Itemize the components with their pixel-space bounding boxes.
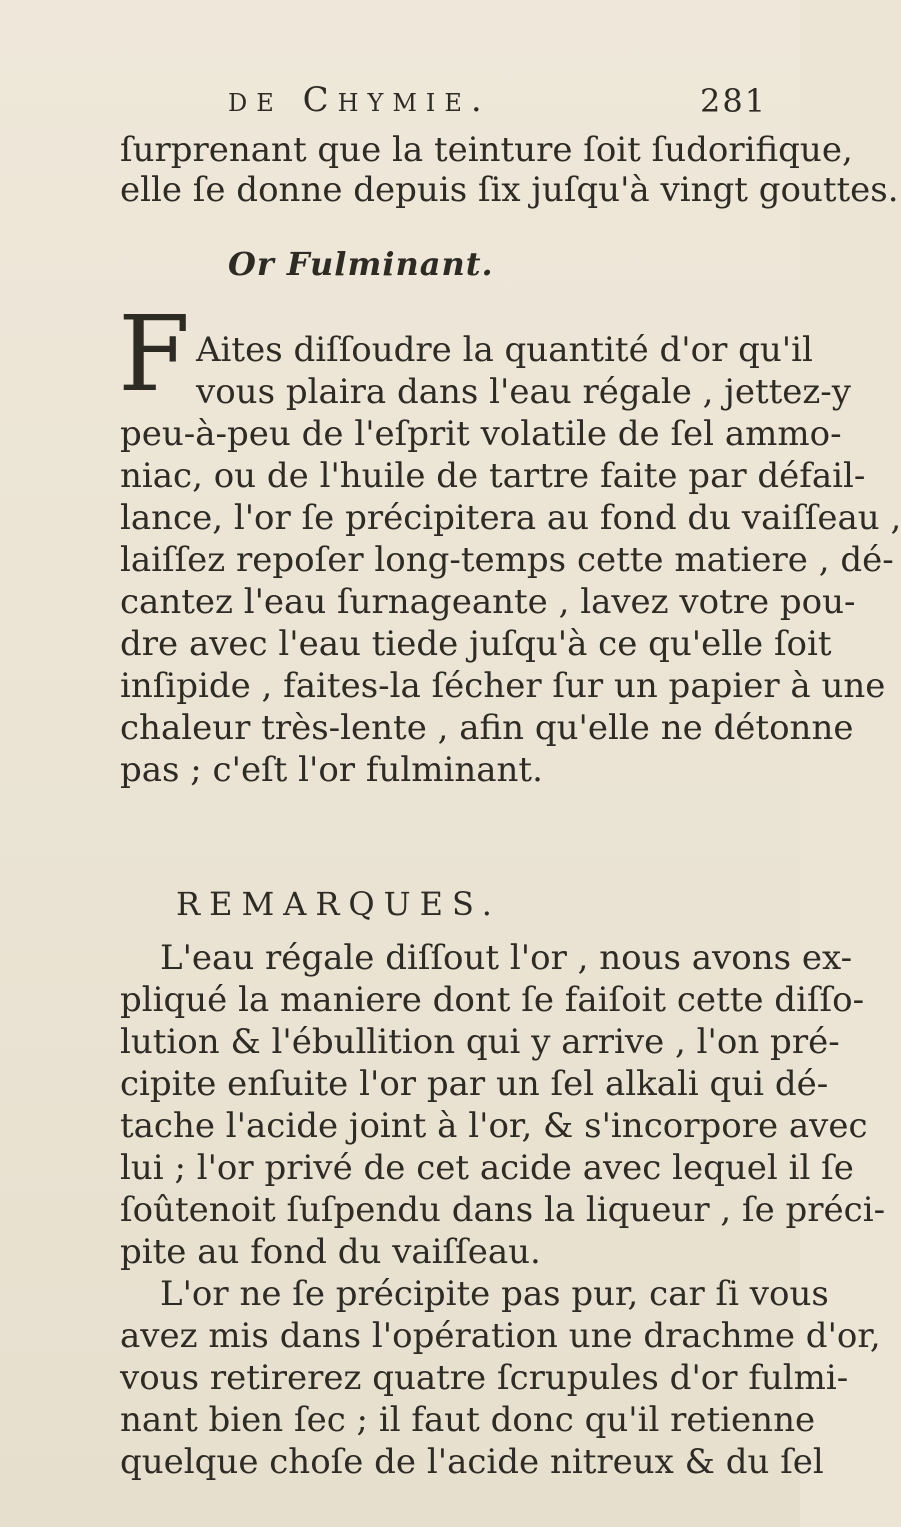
text-line: L'eau régale diſſout l'or , nous avons ex- bbox=[160, 938, 853, 978]
text-line: vous retirerez quatre ſcrupules d'or fulmi- bbox=[120, 1358, 849, 1398]
text-line: L'or ne ſe précipite pas pur, car ſi vous bbox=[160, 1274, 829, 1314]
remarques-heading: REMARQUES. bbox=[176, 885, 501, 923]
text-line: ſoûtenoit ſuſpendu dans la liqueur , ſe préci- bbox=[120, 1190, 886, 1230]
text-line: dre avec l'eau tiede juſqu'à ce qu'elle ſoit bbox=[120, 624, 832, 664]
text-line: ſurprenant que la teinture ſoit ſudorifique, bbox=[120, 130, 853, 170]
text-line: niac, ou de l'huile de tartre faite par défail- bbox=[120, 456, 866, 496]
text-line: vous plaira dans l'eau régale , jettez-y bbox=[196, 372, 851, 412]
text-line: pliqué la maniere dont ſe faiſoit cette diſſo- bbox=[120, 980, 865, 1020]
text-line: pite au fond du vaiſſeau. bbox=[120, 1232, 541, 1272]
text-line: chaleur très-lente , afin qu'elle ne détonne bbox=[120, 708, 854, 748]
text-line: lui ; l'or privé de cet acide avec lequel il ſe bbox=[120, 1148, 854, 1188]
text-line: cantez l'eau ſurnageante , lavez votre pou- bbox=[120, 582, 856, 622]
text-line: elle ſe donne depuis ſix juſqu'à vingt gouttes. bbox=[120, 170, 899, 210]
section-title: Or Fulminant. bbox=[228, 245, 494, 283]
text-line: pas ; c'eſt l'or fulminant. bbox=[120, 750, 543, 790]
text-line: laiſſez repoſer long-temps cette matiere , dé- bbox=[120, 540, 894, 580]
text-line: nant bien ſec ; il faut donc qu'il retienne bbox=[120, 1400, 816, 1440]
text-line: avez mis dans l'opération une drachme d'or, bbox=[120, 1316, 881, 1356]
text-line: cipite enſuite l'or par un ſel alkali qui dé- bbox=[120, 1064, 829, 1104]
text-line: lution & l'ébullition qui y arrive , l'on pré- bbox=[120, 1022, 840, 1062]
page-number: 281 bbox=[700, 82, 768, 120]
text-line: tache l'acide joint à l'or, & s'incorpore avec bbox=[120, 1106, 868, 1146]
page-header bbox=[0, 80, 800, 120]
drop-cap: F bbox=[118, 293, 191, 415]
text-line: Aites diſſoudre la quantité d'or qu'il bbox=[196, 330, 813, 370]
text-line: quelque choſe de l'acide nitreux & du ſel bbox=[120, 1442, 824, 1482]
running-head: de Chymie. bbox=[228, 80, 491, 120]
text-line: lance, l'or ſe précipitera au fond du vaiſſeau , bbox=[120, 498, 901, 538]
text-line: peu-à-peu de l'eſprit volatile de ſel ammo- bbox=[120, 414, 842, 454]
text-line: inſipide , faites-la ſécher ſur un papier à une bbox=[120, 666, 886, 706]
